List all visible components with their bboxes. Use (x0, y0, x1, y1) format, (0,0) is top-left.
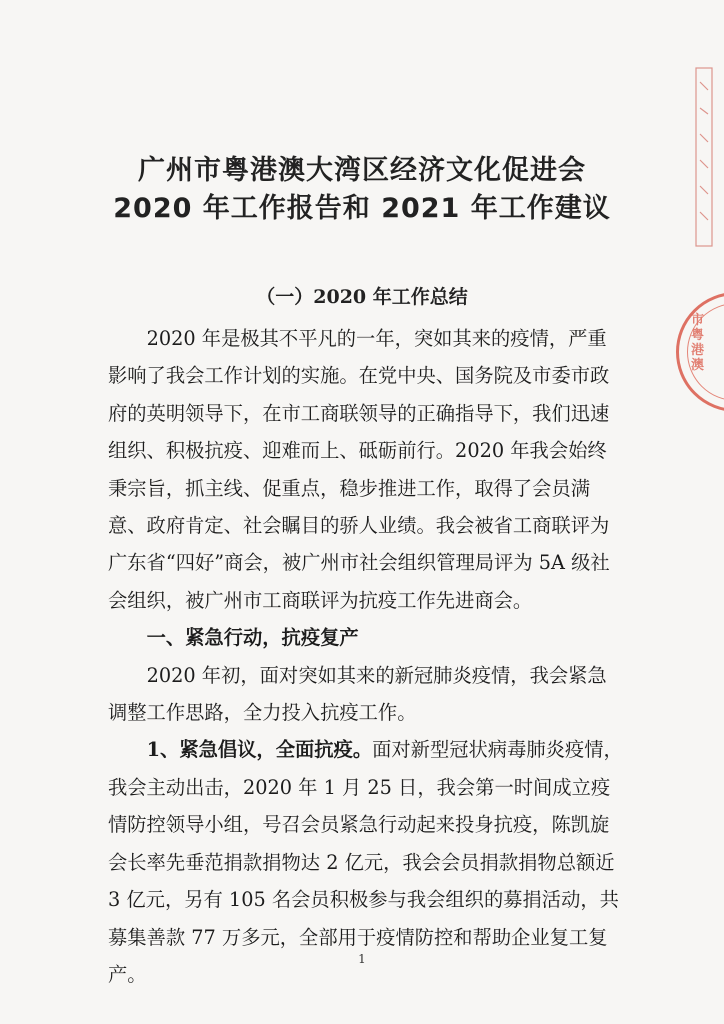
seal-text: 市粤港澳 (691, 313, 705, 373)
official-seal-stamp (676, 292, 724, 412)
document-title-line1: 广州市粤港澳大湾区经济文化促进会 (138, 155, 586, 186)
page-number: 1 (358, 952, 366, 966)
document-title-line2: 2020 年工作报告和 2021 年工作建议 (113, 193, 611, 224)
section-heading: （一）2020 年工作总结 (256, 286, 468, 308)
item1-text: 面对新型冠状病毒肺炎疫情，我会主动出击，2020 年 1 月 25 日，我会第一时间成立疫情防控领导小组，号召会员紧急行动起来投身抗疫，陈凯旋会长率先垂范捐款捐物达 2 亿元，我会会员捐款捐物总额近 3 亿元，另有 105 名会员积极参与我会组织的募捐活动，共募集善款 77 万多元，全部用于疫情防控和帮助企业复工复产。 (108, 738, 623, 986)
item1-lead: 1、紧急倡议，全面抗疫。 (146, 738, 373, 762)
heading-emergency-action: 一、紧急行动，抗疫复产 (146, 626, 359, 650)
paragraph-intro: 2020 年是极其不平凡的一年，突如其来的疫情，严重影响了我会工作计划的实施。在党中央、国务院及市委市政府的英明领导下，在市工商联领导的正确指导下，我们迅速组织、积极抗疫、迎难而上、砥砺前行。2020 年我会始终秉宗旨，抓主线、促重点，稳步推进工作，取得了会员满意、政府肯定、社会瞩目的骄人业绩。我会被省工商联评为广东省“四好”商会，被广州市社会组织管理局评为 5A 级社会组织，被广州市工商联评为抗疫工作先进商会。 (108, 327, 610, 612)
paragraph-early-2020: 2020 年初，面对突如其来的新冠肺炎疫情，我会紧急调整工作思路，全力投入抗疫工作。 (108, 663, 607, 725)
seal-edge-mark (690, 62, 720, 252)
document-body (108, 320, 624, 993)
